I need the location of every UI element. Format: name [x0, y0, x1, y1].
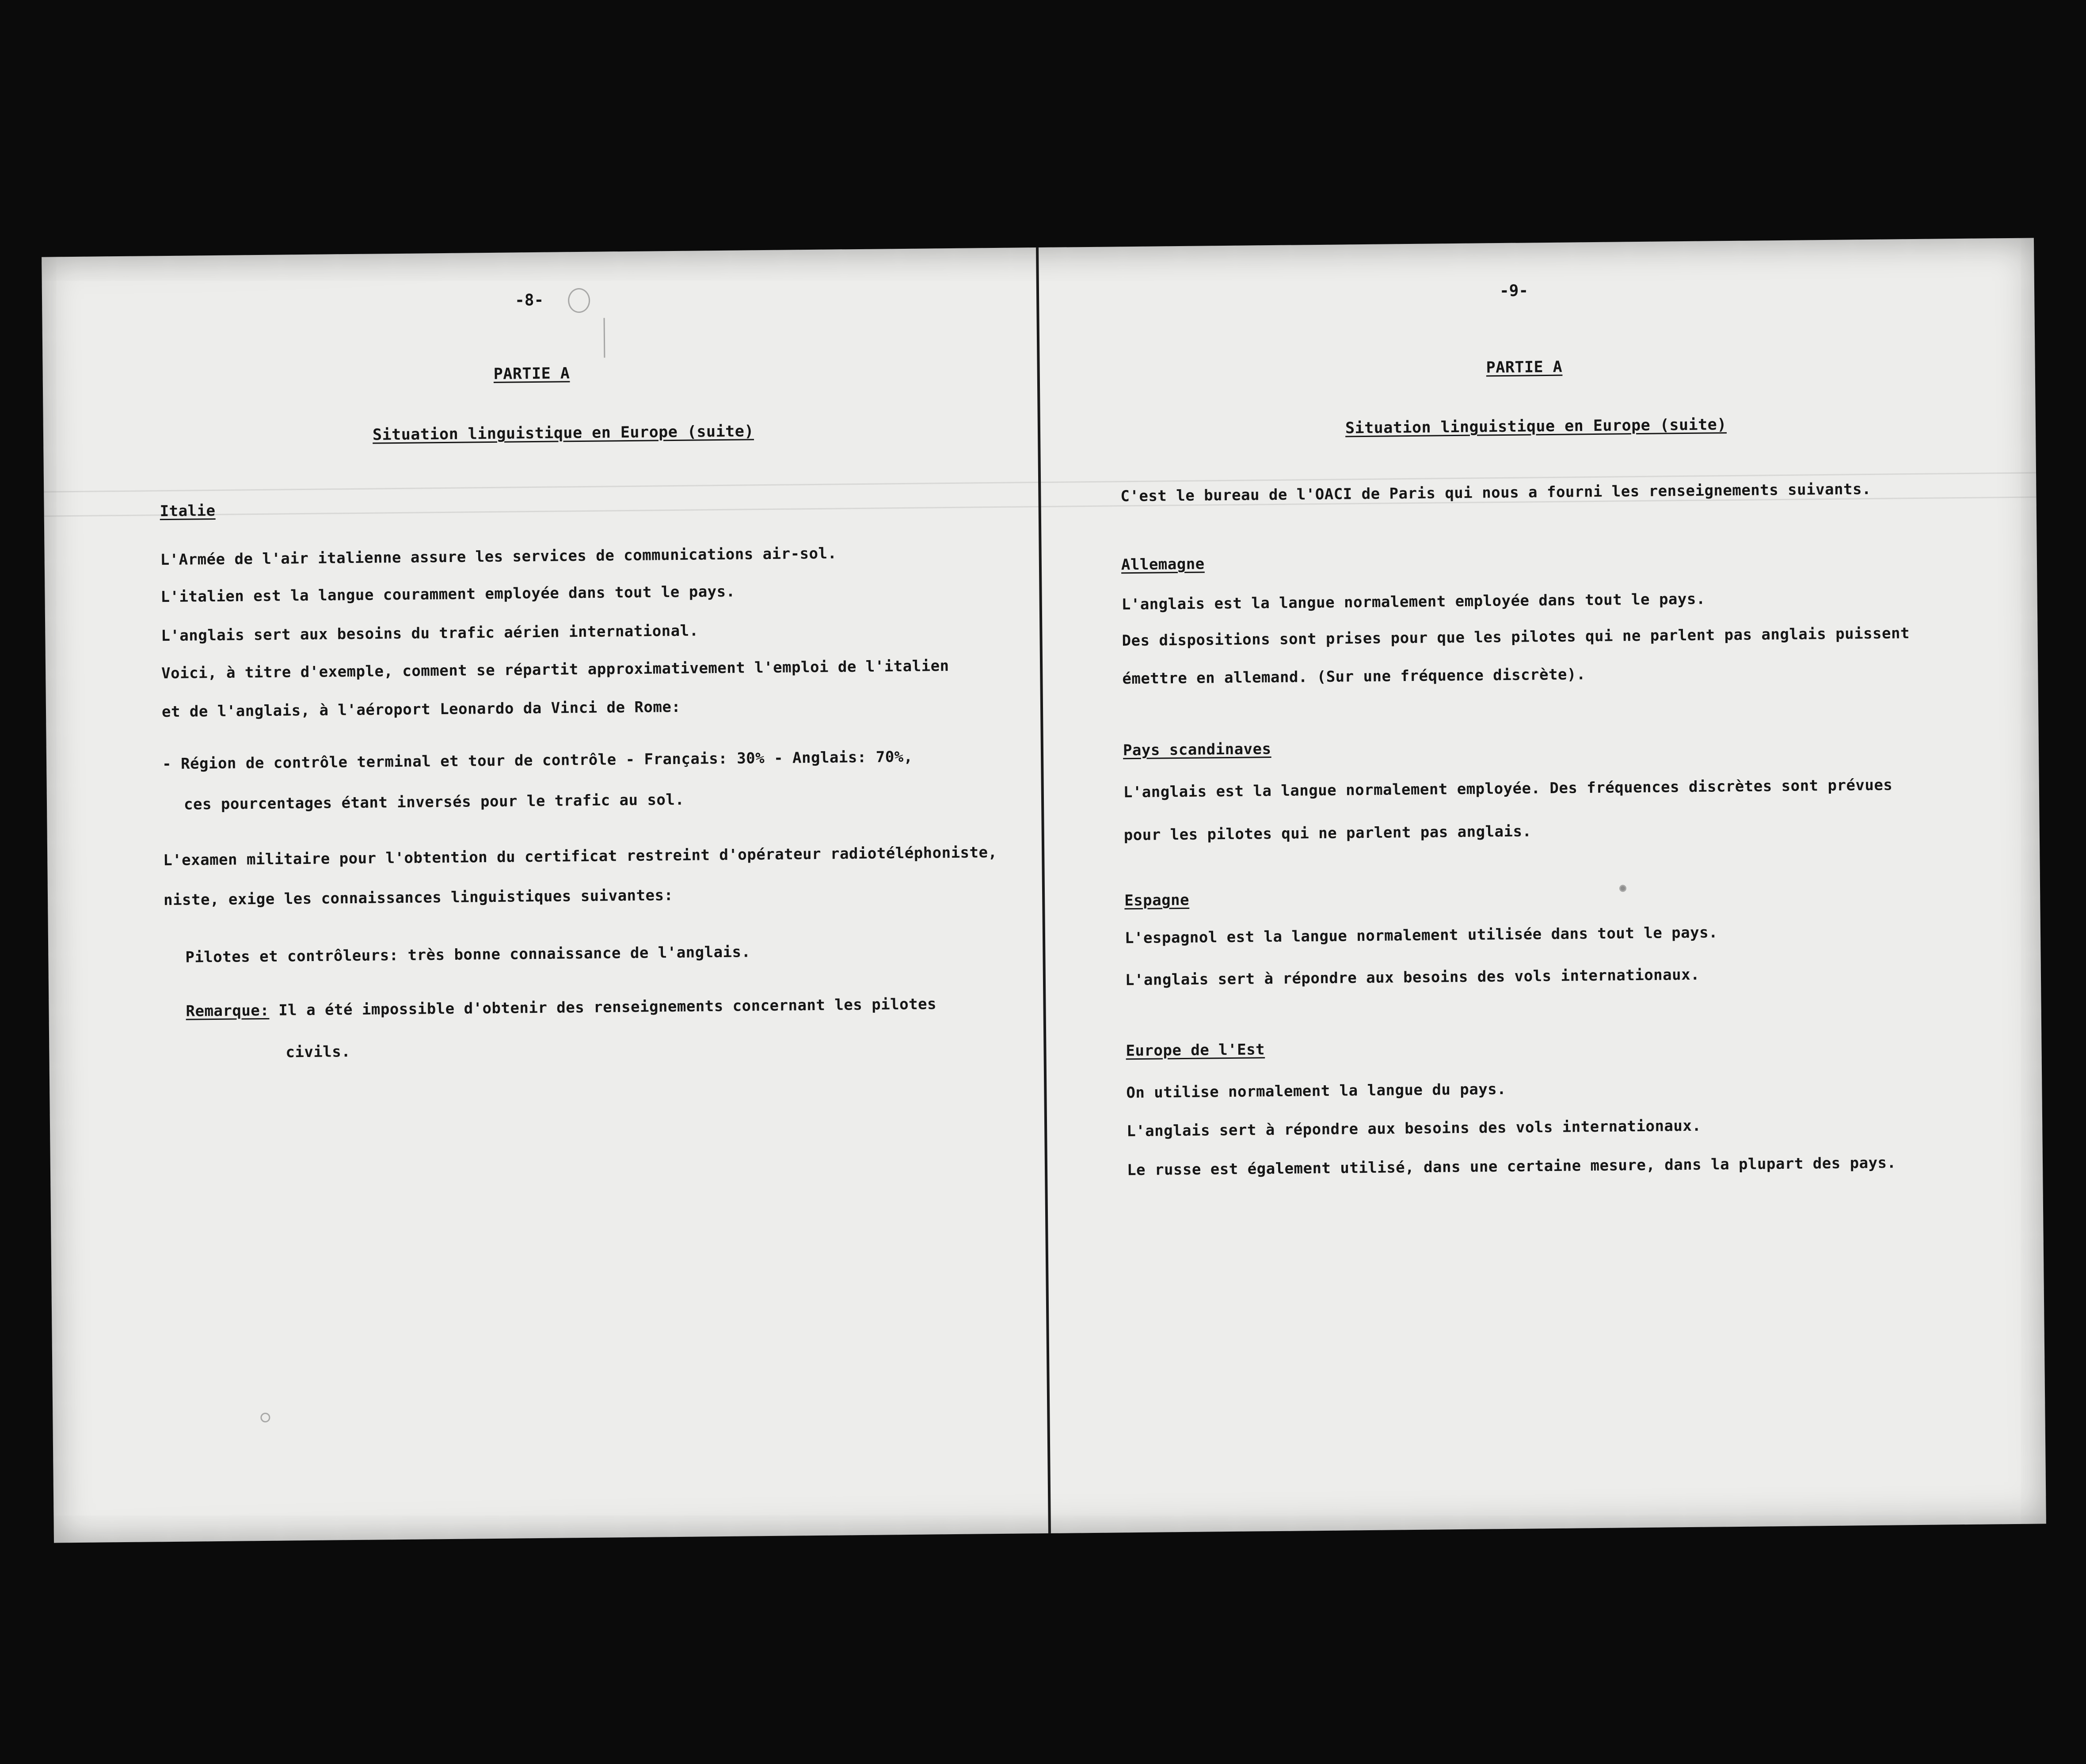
section-heading-pays-scandinaves: Pays scandinaves	[1123, 740, 1271, 760]
partie-heading: PARTIE A	[1486, 358, 1563, 377]
page-title: Situation linguistique en Europe (suite)	[1345, 416, 1727, 437]
body-line: On utilise normalement la langue du pays.	[1126, 1080, 1507, 1102]
body-line: L'anglais sert à répondre aux besoins des vols internationaux.	[1125, 966, 1700, 989]
body-line: Le russe est également utilisé, dans une certaine mesure, dans la plupart des pays.	[1127, 1154, 1896, 1179]
body-line: Pilotes et contrôleurs: très bonne connaissance de l'anglais.	[185, 943, 751, 966]
body-line: L'anglais sert aux besoins du trafic aérien international.	[161, 622, 699, 645]
intro-line: C'est le bureau de l'OACI de Paris qui nous a fourni les renseignements suivants.	[1120, 480, 1872, 506]
page-number: -8-	[514, 291, 544, 310]
body-line: Voici, à titre d'exemple, comment se répartit approximativement l'emploi de l'italien	[161, 657, 949, 683]
body-line: - Région de contrôle terminal et tour de contrôle - Français: 30% - Anglais: 70%,	[162, 748, 913, 773]
body-line: ces pourcentages étant inversés pour le trafic au sol.	[183, 791, 685, 814]
remark-line	[186, 995, 936, 1020]
ink-dot	[1619, 885, 1626, 892]
section-heading-italie: Italie	[160, 502, 216, 521]
body-line: pour les pilotes qui ne parlent pas anglais.	[1123, 822, 1532, 844]
partie-heading: PARTIE A	[493, 365, 570, 383]
section-heading-allemagne: Allemagne	[1121, 555, 1205, 574]
body-line: L'anglais est la langue normalement employée. Des fréquences discrètes sont prévues	[1123, 776, 1893, 802]
ink-dot	[260, 1413, 270, 1422]
page-title: Situation linguistique en Europe (suite)	[372, 422, 754, 444]
section-heading-espagne: Espagne	[1124, 891, 1190, 910]
pen-stroke	[604, 318, 605, 357]
body-line: L'examen militaire pour l'obtention du certificat restreint d'opérateur radiotéléphoniste,	[163, 844, 997, 870]
left-page	[42, 247, 1048, 1543]
right-page	[1039, 238, 2046, 1533]
section-heading-europe-de-l-est: Europe de l'Est	[1126, 1041, 1265, 1060]
body-line: émettre en allemand. (Sur une fréquence discrète).	[1122, 665, 1586, 688]
body-line: L'italien est la langue couramment employée dans tout le pays.	[160, 582, 735, 606]
body-line: et de l'anglais, à l'aéroport Leonardo da Vinci de Rome:	[161, 698, 681, 721]
body-line: niste, exige les connaissances linguistiques suivantes:	[163, 886, 674, 909]
body-line: L'Armée de l'air italienne assure les services de communications air-sol.	[160, 544, 837, 569]
body-line: L'anglais sert à répondre aux besoins des vols internationaux.	[1127, 1117, 1702, 1141]
scanned-sheet	[42, 238, 2046, 1543]
page-number: -9-	[1499, 281, 1529, 300]
remark-continuation: civils.	[285, 1043, 351, 1061]
body-line: Des dispositions sont prises pour que les pilotes qui ne parlent pas anglais puissent	[1122, 624, 1910, 650]
body-line: L'anglais est la langue normalement employée dans tout le pays.	[1121, 590, 1706, 614]
remark-label: Remarque:	[186, 1001, 270, 1020]
ink-mark	[568, 288, 590, 313]
remark-text: Il a été impossible d'obtenir des renseignements concernant les pilotes	[269, 995, 937, 1019]
body-line: L'espagnol est la langue normalement utilisée dans tout le pays.	[1124, 924, 1718, 947]
